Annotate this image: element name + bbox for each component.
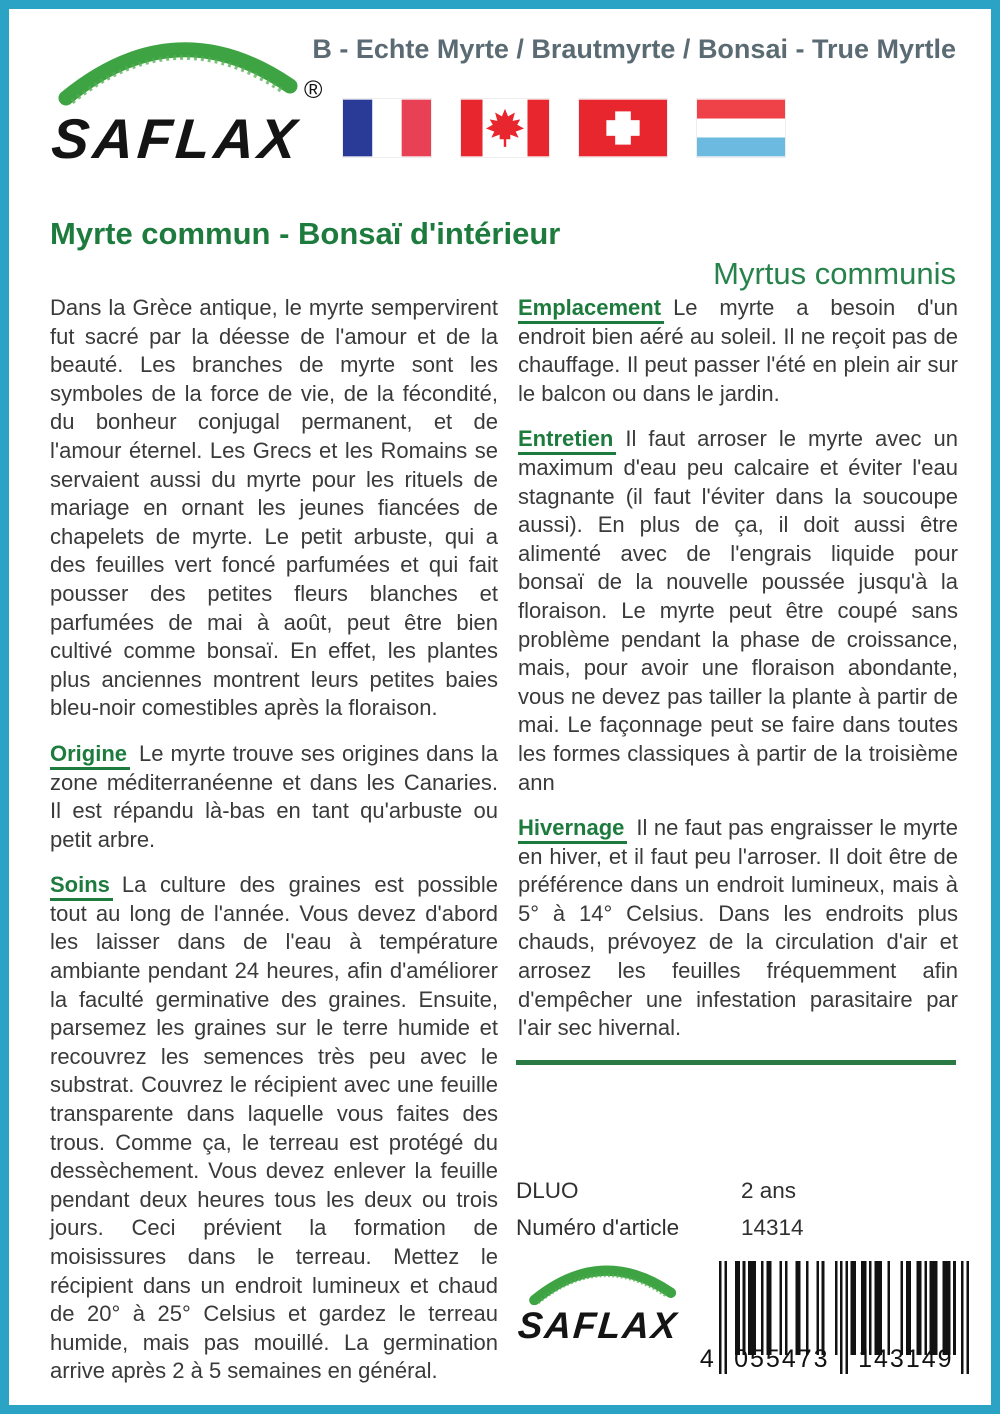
section-text: Il faut arroser le myrte avec un maximum d'eau peu calcaire et éviter l'eau stagnante (il faut l'éviter dans la soucoupe aussi). En plus de ça, il doit aussi être alimenté avec de l'engrais liquide pour bonsaï de la nouvelle poussée jusqu'à la floraison. Le myrte peut être coupé sans problème pendant la phase de croissance, mais, pour avoir une floraison abondante, vous ne devez pas tailler la plante à partir de mai. Le façonnage peut se faire dans toutes les formes classiques à partir de la troisième ann (518, 426, 958, 795)
barcode-digits-right: 143149 (858, 1345, 954, 1374)
footer-row (516, 1251, 956, 1379)
brand-arc-icon (52, 24, 302, 106)
header-tagline: B - Echte Myrte / Brautmyrte / Bonsai - True Myrtle (312, 34, 956, 64)
detail-label: DLUO (516, 1178, 579, 1203)
intro-paragraph: Dans la Grèce antique, le myrte sempervirent fut sacré par la déesse de l'amour et de la beauté. Les branches de myrte sont les symboles de la force de vie, de la fécondité, du bonheur conjugal permanent, et de l'amour éternel. Les Grecs et les Romains se servaient aussi du myrte pour les rituels de mariage en ornant les jeunes fiancées de chapelets de myrte. Le petit arbuste, qui a des feuilles vert foncé parfumées et qui fait pousser des petites fleurs blanches et parfumées de mai à août, peut être bien cultivé comme bonsaï. En effet, les plantes plus anciennes montrent leurs petites baies bleu-noir comestibles après la floraison. (50, 295, 498, 721)
flag-canada-icon (461, 99, 549, 157)
barcode-digits-left: 055473 (734, 1345, 830, 1374)
brand-name: SAFLAX (49, 107, 303, 170)
section-heading: Hivernage (518, 815, 627, 844)
divider-rule (516, 1060, 956, 1065)
botanical-name: Myrtus communis (713, 256, 956, 291)
section-origine (50, 740, 498, 854)
flag-switzerland-icon (579, 99, 667, 157)
page-title: Myrte commun - Bonsaï d'intérieur (50, 216, 561, 251)
detail-row-article (516, 1214, 956, 1242)
section-heading: Origine (50, 741, 130, 770)
brand-logo (49, 24, 337, 170)
product-info-block (516, 1060, 956, 1379)
detail-value: 2 ans (741, 1178, 797, 1203)
barcode-digit-first: 4 (699, 1345, 714, 1374)
section-heading: Emplacement (518, 295, 664, 324)
section-hivernage (518, 814, 958, 1043)
language-flags (343, 99, 785, 157)
flag-france-icon (343, 99, 431, 157)
section-emplacement (518, 294, 958, 408)
detail-label: Numéro d'article (516, 1215, 680, 1241)
footer-brand-logo (516, 1251, 685, 1355)
detail-value: 14314 (741, 1215, 804, 1241)
left-column (50, 294, 498, 1403)
flag-luxembourg-icon (697, 99, 785, 157)
brand-arc-icon (522, 1255, 682, 1305)
brand-name: SAFLAX (516, 1305, 680, 1347)
section-soins (50, 871, 498, 1386)
detail-row-dluo (516, 1177, 956, 1205)
section-text: Le myrte a besoin d'un endroit bien aéré au soleil. Il ne reçoit pas de chauffage. Il peut passer l'été en plein air sur le balcon ou dans le jardin. (518, 295, 958, 406)
section-text: Il ne faut pas engraisser le myrte en hiver, et il faut peu l'arroser. Il doit être de préférence dans un endroit lumineux, mais à 5° à 14° Celsius. Dans les endroits plus chauds, prévoyez de la circulation d'air et arrosez les feuilles fréquemment afin d'empêcher une infestation parasitaire par l'air sec hivernal. (518, 815, 958, 1041)
section-heading: Entretien (518, 426, 616, 455)
section-text: La culture des graines est possible tout au long de l'année. Vous devez d'abord les laisser dans de l'eau à température ambiante pendant 24 heures, afin d'améliorer la faculté germinative des graines. Ensuite, parsemez les graines sur le terre humide et recouvrez les semences très peu avec le substrat. Couvrez le récipient avec une feuille transparente dans laquelle vous faites des trous. Comme ça, le terreau est protégé du dessèchement. Vous devez enlever la feuille pendant deux heures tous les deux ou trois jours. Ceci prévient la formation de moisissures dans le terreau. Mettez le récipient dans un endroit lumineux et chaud de 20° à 25° Celsius et gardez le terreau humide, mais pas mouillé. La germination arrive après 2 à 5 semaines en général. (50, 872, 498, 1384)
section-heading: Soins (50, 872, 113, 901)
details-table (516, 1177, 956, 1242)
section-text: Le myrte trouve ses origines dans la zone méditerranéenne et dans les Canaries. Il est répandu là-bas en tant qu'arbuste ou petit arbre. (50, 740, 498, 852)
registered-trademark: ® (304, 76, 323, 104)
ean13-barcode (699, 1261, 956, 1379)
section-entretien (518, 425, 958, 797)
